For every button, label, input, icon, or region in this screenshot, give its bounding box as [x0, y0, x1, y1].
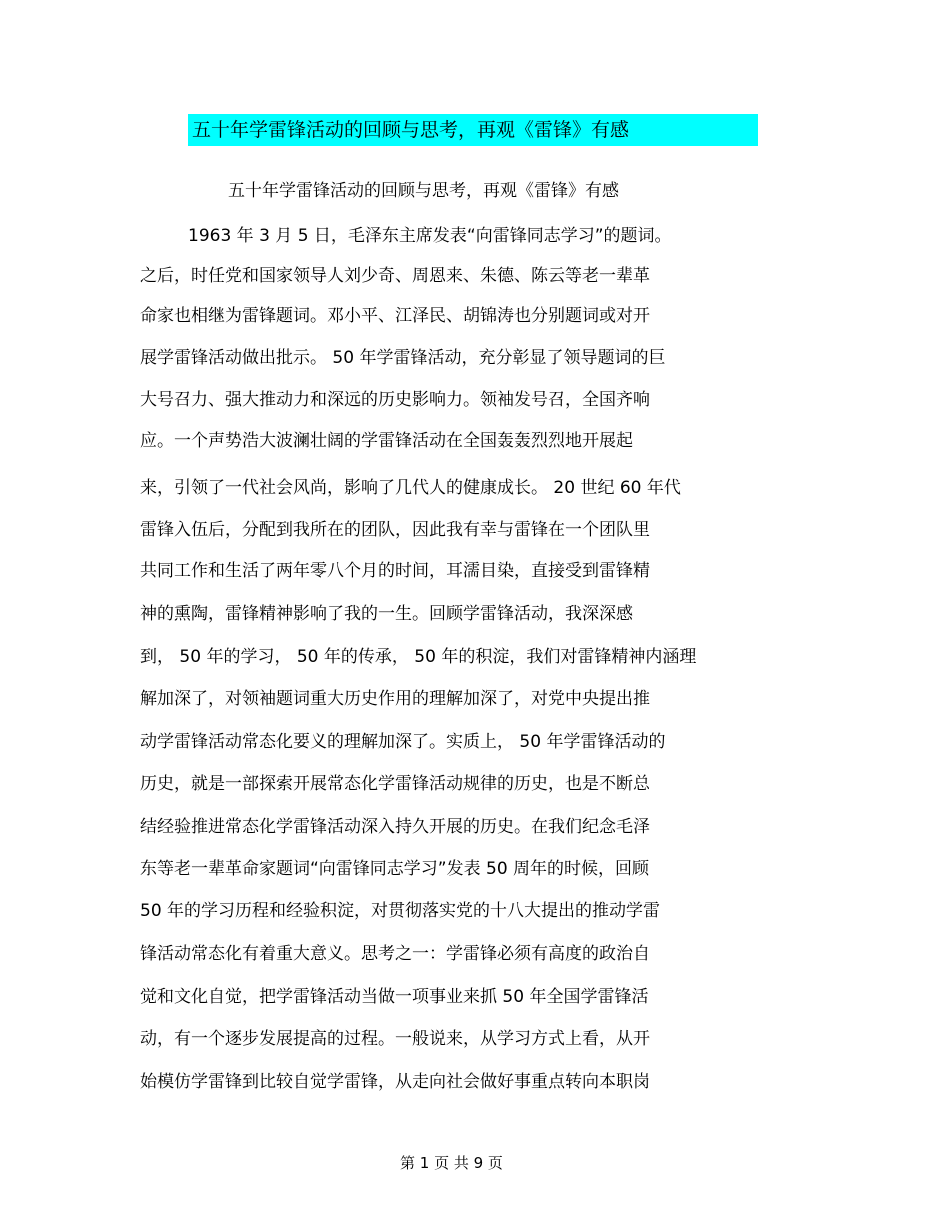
text-line: 动，有一个逐步发展提高的过程。一般说来，从学习方式上看，从开 [140, 1029, 650, 1049]
text-line: 锋活动常态化有着重大意义。思考之一：学雷锋必须有高度的政治自 [140, 944, 650, 964]
text-line: 始模仿学雷锋到比较自觉学雷锋，从走向社会做好事重点转向本职岗 [140, 1072, 650, 1092]
text-line: 历史，就是一部探索开展常态化学雷锋活动规律的历史，也是不断总 [140, 774, 650, 794]
text-line: 大号召力、强大推动力和深远的历史影响力。领袖发号召，全国齐响 [140, 390, 650, 410]
text-line: 50 年的学习历程和经验积淀，对贯彻落实党的十八大提出的推动学雷 [140, 901, 661, 921]
text-line: 之后，时任党和国家领导人刘少奇、周恩来、朱德、陈云等老一辈革 [140, 266, 650, 286]
text-line: 东等老一辈革命家题词“向雷锋同志学习”发表 50 周年的时候，回顾 [140, 859, 650, 879]
page-footer: 第 1 页 共 9 页 [400, 1154, 503, 1172]
text-line: 命家也相继为雷锋题词。邓小平、江泽民、胡锦涛也分别题词或对开 [140, 306, 650, 326]
text-line: 1963 年 3 月 5 日，毛泽东主席发表“向雷锋同志学习”的题词。 [188, 226, 672, 246]
text-line: 到， 50 年的学习， 50 年的传承， 50 年的积淀，我们对雷锋精神内涵理 [140, 647, 697, 667]
text-line: 神的熏陶，雷锋精神影响了我的一生。回顾学雷锋活动，我深深感 [140, 604, 633, 624]
text-line: 解加深了，对领袖题词重大历史作用的理解加深了，对党中央提出推 [140, 689, 650, 709]
text-line: 雷锋入伍后，分配到我所在的团队，因此我有幸与雷锋在一个团队里 [140, 520, 650, 540]
document-subtitle: 五十年学雷锋活动的回顾与思考，再观《雷锋》有感 [228, 181, 619, 201]
text-line: 来，引领了一代社会风尚，影响了几代人的健康成长。 20 世纪 60 年代 [140, 478, 681, 498]
text-line: 共同工作和生活了两年零八个月的时间，耳濡目染，直接受到雷锋精 [140, 561, 650, 581]
text-line: 结经验推进常态化学雷锋活动深入持久开展的历史。在我们纪念毛泽 [140, 817, 650, 837]
text-line: 展学雷锋活动做出批示。 50 年学雷锋活动，充分彰显了领导题词的巨 [140, 348, 666, 368]
text-line: 应。一个声势浩大波澜壮阔的学雷锋活动在全国轰轰烈烈地开展起 [140, 431, 633, 451]
document-heading: 五十年学雷锋活动的回顾与思考，再观《雷锋》有感 [192, 119, 630, 141]
text-line: 动学雷锋活动常态化要义的理解加深了。实质上， 50 年学雷锋活动的 [140, 732, 666, 752]
text-line: 觉和文化自觉，把学雷锋活动当做一项事业来抓 50 年全国学雷锋活 [140, 987, 649, 1007]
